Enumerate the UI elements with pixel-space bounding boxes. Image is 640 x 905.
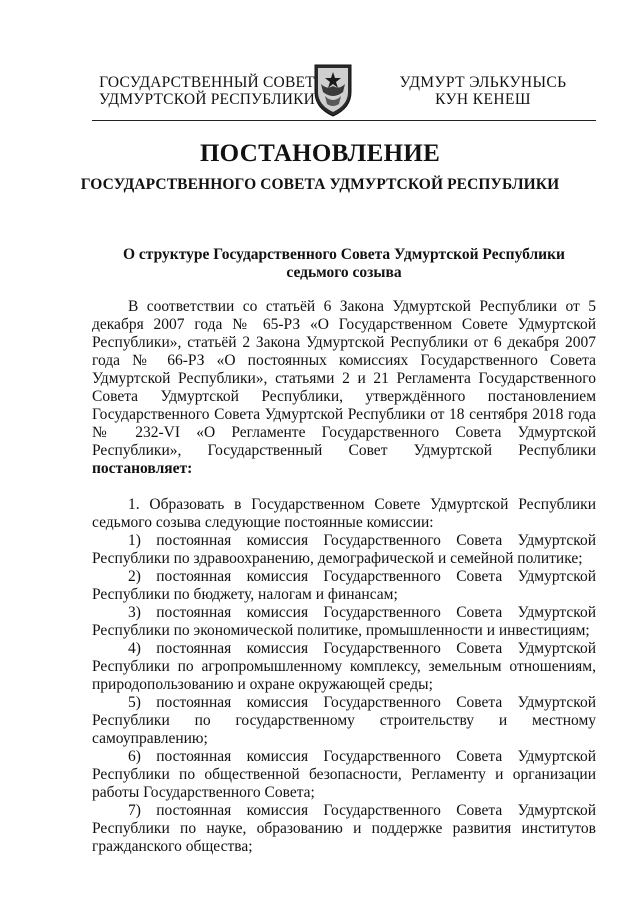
preamble-paragraph (92, 298, 596, 478)
commission-item: 4) постоянная комиссия Государственного Совета Удмуртской Республики по агропромышленному комплексу, земельным отношениям, природопользованию и охране окружающей среды; (92, 640, 596, 693)
paragraph-gap (92, 478, 596, 496)
header-right-line2: КУН КЕНЕШ (435, 91, 531, 108)
commission-item: 6) постоянная комиссия Государственного Совета Удмуртской Республики по общественной безопасности, Регламенту и организации работы Государственного Совета; (92, 748, 596, 801)
coat-of-arms-icon (311, 62, 355, 118)
header-right-line1: УДМУРТ ЭЛЬКУНЫСЬ (399, 74, 567, 91)
document-title: ПОСТАНОВЛЕНИЕ (199, 140, 441, 167)
header-left-line1: ГОСУДАРСТВЕННЫЙ СОВЕТ (99, 74, 315, 91)
resolution-heading (92, 246, 596, 282)
commission-item: 7) постоянная комиссия Государственного Совета Удмуртской Республики по науке, образованию и поддержке развития институтов гражданского общества; (92, 802, 596, 855)
document-subtitle: ГОСУДАРСТВЕННОГО СОВЕТА УДМУРТСКОЙ РЕСПУБЛИКИ (80, 176, 560, 193)
header-divider (92, 120, 596, 121)
header-left (92, 74, 322, 108)
resolution-heading-line2: седьмого созыва (286, 264, 402, 281)
document-header (0, 62, 640, 122)
header-right (388, 74, 578, 108)
commission-item: 1) постоянная комиссия Государственного Совета Удмуртской Республики по здравоохранению, демографической и семейной политике; (92, 532, 596, 567)
header-left-line2: УДМУРТСКОЙ РЕСПУБЛИКИ (98, 91, 316, 108)
preamble-text: В соответствии со статьёй 6 Закона Удмуртской Республики от 5 декабря 2007 года № 65-РЗ «О Государственном Совете Удмуртской Республики», статьёй 2 Закона Удмуртской Республики от 6 декабря 2007 года № 66-РЗ «О постоянных комиссиях Государственного Совета Удмуртской Республики», статьями 2 и 21 Регламента Государственного Совета Удмуртской Республики, утверждённого постановлением Государственного Совета Удмуртской Республики от 18 сентября 2018 года № 232-VI «О Регламенте Государственного Совета Удмуртской Республики», Государственный Совет Удмуртской Республики (92, 298, 596, 459)
commission-item: 3) постоянная комиссия Государственного Совета Удмуртской Республики по экономической политике, промышленности и инвестициям; (92, 604, 596, 639)
commission-item: 5) постоянная комиссия Государственного Совета Удмуртской Республики по государственному строительству и местному самоуправлению; (92, 694, 596, 747)
document-body (92, 298, 596, 856)
commission-item: 2) постоянная комиссия Государственного Совета Удмуртской Республики по бюджету, налогам и финансам; (92, 568, 596, 603)
resolves-word: постановляет: (92, 460, 193, 477)
resolution-heading-line1: О структуре Государственного Совета Удмуртской Республики (123, 246, 565, 263)
item-1-paragraph: 1. Образовать в Государственном Совете Удмуртской Республики седьмого созыва следующие постоянные комиссии: (92, 496, 596, 531)
